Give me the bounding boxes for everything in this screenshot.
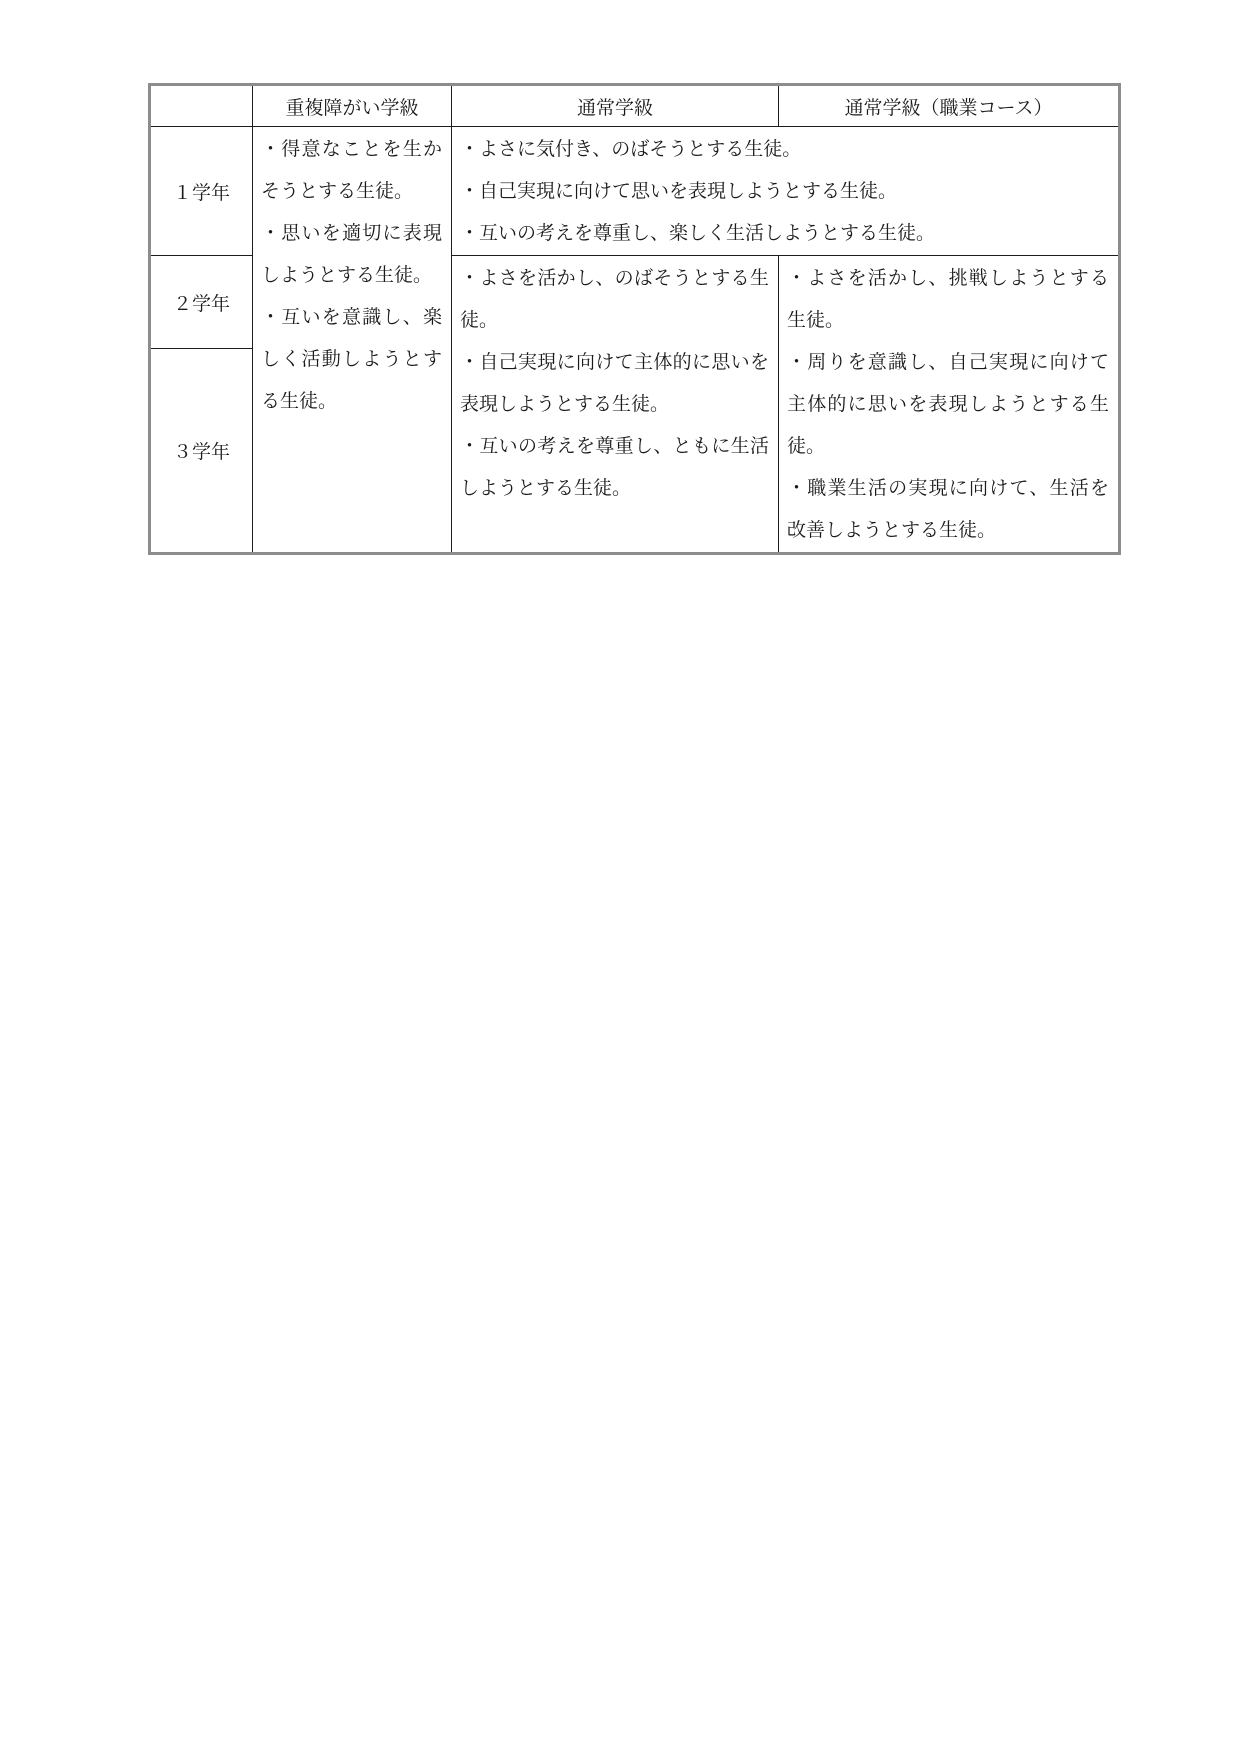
cell-vocational-grade23-goals <box>779 256 1120 554</box>
grade-label-1: １学年 <box>150 127 253 256</box>
bullet-item: ・自己実現に向けて思いを表現しようとする生徒。 <box>460 181 898 202</box>
bullet-item: ・職業生活の実現に向けて、生活を改善しようとする生徒。 <box>787 478 1109 541</box>
header-cell-empty <box>150 85 253 127</box>
header-cell-multi-disability-class: 重複障がい学級 <box>253 85 452 127</box>
header-cell-regular-class-vocational: 通常学級（職業コース） <box>779 85 1120 127</box>
bullet-item: ・得意なことを生かそうとする生徒。 <box>261 139 442 202</box>
bullet-item: ・自己実現に向けて主体的に思いを表現しようとする生徒。 <box>460 352 769 415</box>
bullet-item: ・互いを意識し、楽しく活動しようとする生徒。 <box>261 307 442 412</box>
cell-regular-grade1-goals <box>452 127 1120 256</box>
grade-label-3: ３学年 <box>150 349 253 554</box>
bullet-item: ・思いを適切に表現しようとする生徒。 <box>261 223 442 286</box>
table-header-row <box>150 85 1120 127</box>
grade-label-2: ２学年 <box>150 256 253 349</box>
bullet-item: ・よさに気付き、のばそうとする生徒。 <box>460 139 802 160</box>
bullet-item: ・周りを意識し、自己実現に向けて主体的に思いを表現しようとする生徒。 <box>787 352 1109 457</box>
table-row-grade1 <box>150 127 1120 256</box>
bullet-item: ・互いの考えを尊重し、ともに生活しようとする生徒。 <box>460 436 769 499</box>
grade-goals-table <box>148 83 1121 555</box>
bullet-item: ・よさを活かし、挑戦しようとする生徒。 <box>787 268 1109 331</box>
bullet-item: ・よさを活かし、のばそうとする生徒。 <box>460 268 769 331</box>
cell-regular-grade23-goals <box>452 256 779 554</box>
bullet-item: ・互いの考えを尊重し、楽しく生活しようとする生徒。 <box>460 223 936 244</box>
header-cell-regular-class: 通常学級 <box>452 85 779 127</box>
cell-multi-disability-goals <box>253 127 452 554</box>
